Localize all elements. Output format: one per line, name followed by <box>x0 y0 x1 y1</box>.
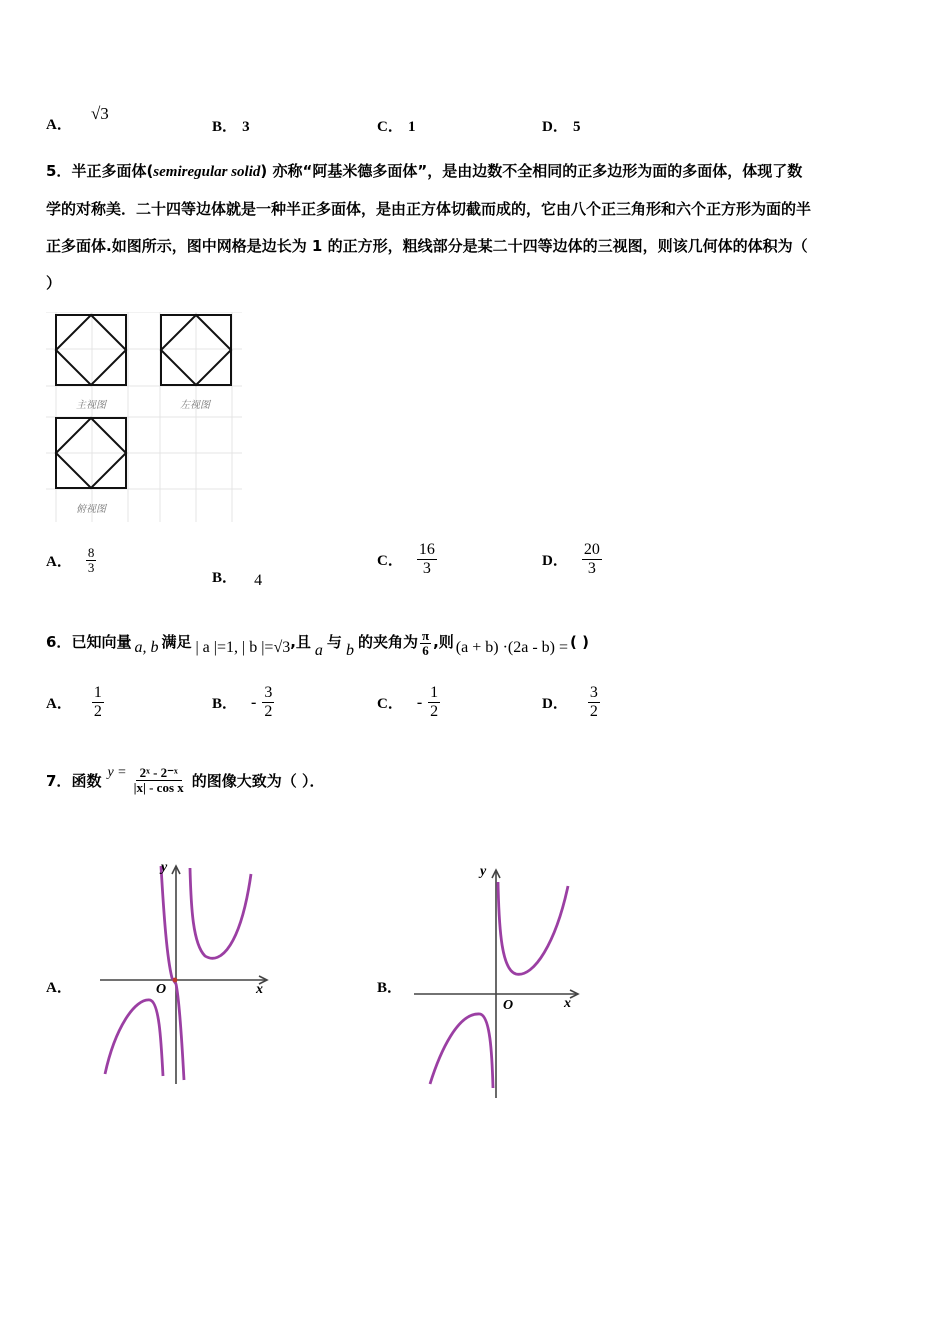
option-sign: - <box>416 693 423 711</box>
side-view-label: 左视图 <box>180 400 210 411</box>
q4-option-d[interactable] <box>542 115 580 136</box>
y-axis-label: y <box>480 864 487 879</box>
function-numerator: 2ˣ - 2⁻ˣ <box>136 766 182 781</box>
curves <box>430 882 568 1088</box>
q7-function <box>130 766 188 795</box>
question-number: 5． <box>46 162 72 180</box>
fraction-numerator: 3 <box>264 684 273 701</box>
option-letter: D． <box>542 119 568 135</box>
front-view-label: 主视图 <box>76 400 106 411</box>
q7-y-equals: y = <box>107 764 127 780</box>
option-fraction <box>86 546 97 575</box>
fraction-denominator: 3 <box>422 560 431 577</box>
graph-a <box>95 858 275 1090</box>
option-fraction <box>262 684 274 721</box>
q5-option-d[interactable] <box>542 541 602 578</box>
q6-option-c[interactable] <box>377 684 440 721</box>
q7-stem <box>46 766 325 795</box>
option-fraction <box>582 541 602 578</box>
q4-option-c[interactable] <box>377 115 415 136</box>
q5-option-a[interactable] <box>46 546 96 575</box>
q4-option-b[interactable] <box>212 115 250 136</box>
fraction-denominator: 2 <box>264 703 273 720</box>
q5-line1-b: ) 亦称“阿基米德多面体”，是由边数不全相同的正多边形为面的多面体，体现了数 <box>260 162 803 180</box>
q6-option-d[interactable] <box>542 684 600 721</box>
option-fraction <box>588 684 600 721</box>
q5-line-4: ） <box>46 274 62 292</box>
option-letter: A． <box>46 696 72 712</box>
option-letter: B． <box>212 119 238 135</box>
option-value: 4 <box>254 572 263 589</box>
q7-option-a-graph[interactable] <box>95 858 275 1090</box>
q5-line-2: 学的对称美．二十四等边体就是一种半正多面体，是由正方体切截而成的，它由八个正三角形和六个正方形为面的半 <box>46 200 812 218</box>
q6-text-3: ,且 <box>290 633 311 651</box>
option-value: √3 <box>90 104 109 123</box>
axes <box>414 870 578 1098</box>
option-letter: C． <box>377 553 403 569</box>
option-letter: A． <box>46 554 72 570</box>
q6-vectors: a, b <box>134 638 159 656</box>
fraction-numerator: 3 <box>589 684 598 701</box>
graph-b <box>410 862 590 1102</box>
q7-text-2: 的图像大致为（ ）． <box>191 772 325 790</box>
q7-option-b-label[interactable] <box>377 976 402 997</box>
x-axis-label: x <box>256 982 263 997</box>
q5-option-c[interactable] <box>377 541 437 578</box>
angle-numerator: π <box>421 628 430 643</box>
q6-text-6: ,则 <box>433 633 454 651</box>
front-view <box>56 315 126 385</box>
q6-expression: (a + b) ·(2a - b) = <box>455 638 568 656</box>
question-number: 7． <box>46 772 72 790</box>
option-letter: D． <box>542 696 568 712</box>
q5-line-1 <box>46 153 916 191</box>
q5-line-3: 正多面体.如图所示，图中网格是边长为 1 的正方形，粗线部分是某二十四等边体的三视图，则该几何体的体积为（ <box>46 237 808 255</box>
option-fraction <box>428 684 440 721</box>
option-letter: A． <box>46 117 72 133</box>
fraction-numerator: 8 <box>87 545 95 560</box>
option-letter: B． <box>377 980 403 996</box>
q5-option-b[interactable] <box>212 566 262 587</box>
q4-option-a[interactable] <box>46 104 109 134</box>
angle-denominator: 6 <box>422 643 429 658</box>
q7-option-a-label[interactable] <box>46 976 72 997</box>
q6-angle <box>420 629 431 658</box>
option-letter: B． <box>212 696 238 712</box>
q6-text-4: 与 <box>326 633 342 651</box>
option-letter: B． <box>212 570 238 586</box>
top-view-label: 俯视图 <box>76 504 106 515</box>
option-letter: C． <box>377 119 403 135</box>
q6-text-1: 已知向量 <box>71 633 132 651</box>
origin-label: O <box>503 998 514 1013</box>
option-sign: - <box>251 693 257 711</box>
q5-term: semiregular solid <box>153 164 261 180</box>
question-number: 6． <box>46 633 72 651</box>
fraction-denominator: 3 <box>87 560 95 575</box>
origin-label: O <box>156 982 167 997</box>
q6-text-2: 满足 <box>161 633 192 651</box>
q7-text-1: 函数 <box>71 772 102 790</box>
q6-vector-b: b <box>345 641 354 659</box>
fraction-numerator: 1 <box>93 684 102 701</box>
y-axis-label: y <box>161 860 168 875</box>
fraction-denominator: 3 <box>587 560 596 577</box>
option-letter: C． <box>377 696 403 712</box>
x-axis-label: x <box>564 996 571 1011</box>
q6-blank: ( ) <box>570 632 589 651</box>
q6-condition: | a |=1, | b |= <box>195 638 274 656</box>
option-fraction <box>417 541 437 578</box>
option-value: 3 <box>242 119 250 135</box>
q6-text-5: 的夹角为 <box>357 633 418 651</box>
q6-option-a[interactable] <box>46 684 104 721</box>
fraction-denominator: 2 <box>589 703 598 720</box>
option-value: 1 <box>407 119 416 135</box>
option-fraction <box>92 684 104 721</box>
three-view-figure <box>46 312 246 524</box>
curves <box>105 866 251 1080</box>
origin-dot <box>173 978 178 983</box>
function-denominator: |x| - cos x <box>133 780 184 795</box>
option-value: 5 <box>572 119 581 135</box>
q5-stem <box>46 153 916 302</box>
three-view-grid <box>46 312 246 524</box>
q6-option-b[interactable] <box>212 684 274 721</box>
q6-sqrt3: √3 <box>273 638 291 656</box>
q7-option-b-graph[interactable] <box>410 862 590 1102</box>
q6-vector-a: a <box>314 641 323 659</box>
option-letter: A． <box>46 980 72 996</box>
fraction-numerator: 20 <box>583 541 600 558</box>
fraction-numerator: 16 <box>418 541 435 558</box>
option-letter: D． <box>542 553 568 569</box>
fraction-denominator: 2 <box>430 703 439 720</box>
q6-stem <box>46 627 589 659</box>
q5-line1-a: 半正多面体( <box>71 162 154 180</box>
fraction-numerator: 1 <box>430 684 439 701</box>
fraction-denominator: 2 <box>93 703 102 720</box>
